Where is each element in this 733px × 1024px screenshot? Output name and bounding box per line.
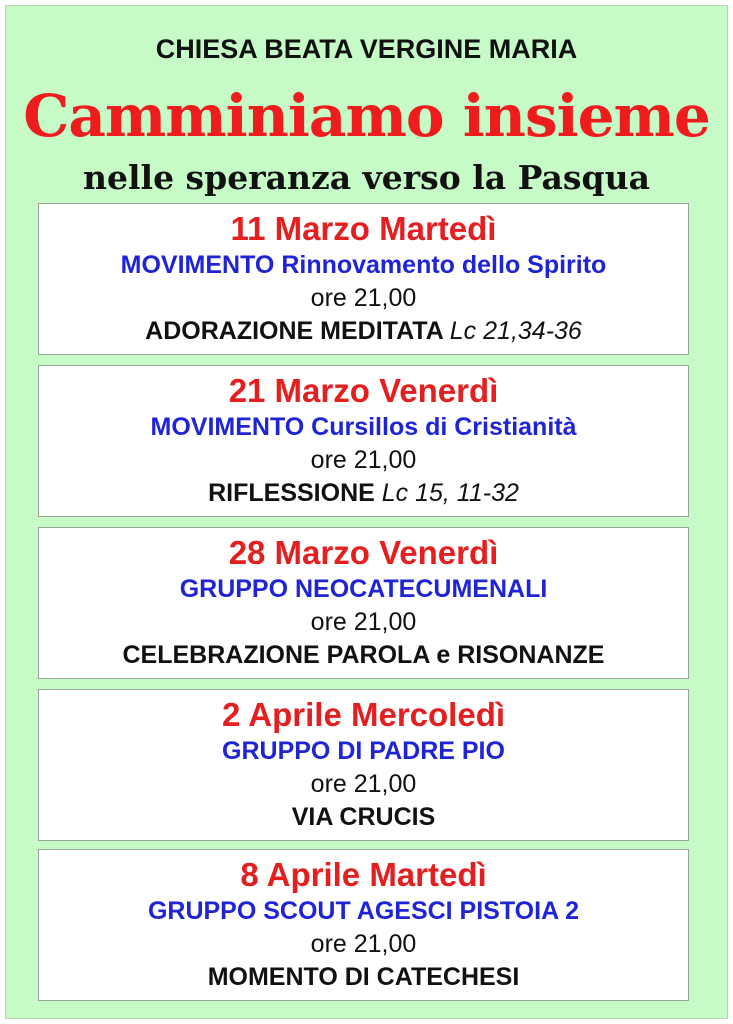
event-card bbox=[38, 849, 689, 1001]
event-time: ore 21,00 bbox=[310, 770, 417, 798]
event-reference: Lc 15, 11-32 bbox=[381, 479, 519, 507]
event-group: GRUPPO NEOCATECUMENALI bbox=[179, 575, 548, 603]
event-activity-line bbox=[39, 801, 688, 834]
event-date: 2 Aprile Mercoledì bbox=[221, 696, 506, 733]
event-group: MOVIMENTO Rinnovamento dello Spirito bbox=[120, 251, 607, 279]
event-reference: Lc 21,34-36 bbox=[449, 317, 582, 345]
event-date: 11 Marzo Martedì bbox=[230, 210, 497, 247]
event-group: GRUPPO DI PADRE PIO bbox=[222, 737, 505, 765]
event-activity-line bbox=[39, 477, 688, 510]
event-activity-line bbox=[39, 639, 688, 672]
event-activity-line bbox=[39, 961, 688, 994]
event-time: ore 21,00 bbox=[310, 284, 417, 312]
event-time: ore 21,00 bbox=[310, 608, 417, 636]
poster bbox=[5, 5, 728, 1019]
event-activity: MOMENTO DI CATECHESI bbox=[207, 963, 520, 991]
event-date: 28 Marzo Venerdì bbox=[228, 534, 499, 571]
church-name: CHIESA BEATA VERGINE MARIA bbox=[155, 34, 578, 64]
event-time: ore 21,00 bbox=[310, 930, 417, 958]
event-activity: CELEBRAZIONE PAROLA e RISONANZE bbox=[122, 641, 605, 669]
event-activity: ADORAZIONE MEDITATA bbox=[145, 317, 443, 345]
poster-subtitle: nelle speranza verso la Pasqua bbox=[83, 158, 650, 197]
event-activity-line bbox=[39, 315, 688, 348]
event-card bbox=[38, 365, 689, 517]
event-group: MOVIMENTO Cursillos di Cristianità bbox=[150, 413, 577, 441]
event-time: ore 21,00 bbox=[310, 446, 417, 474]
event-card bbox=[38, 203, 689, 355]
event-card bbox=[38, 527, 689, 679]
event-activity: RIFLESSIONE bbox=[208, 479, 375, 507]
event-card bbox=[38, 689, 689, 841]
event-group: GRUPPO SCOUT AGESCI PISTOIA 2 bbox=[147, 897, 580, 925]
event-date: 21 Marzo Venerdì bbox=[228, 372, 499, 409]
poster-title: Camminiamo insieme bbox=[23, 82, 710, 150]
event-date: 8 Aprile Martedì bbox=[240, 856, 487, 893]
event-activity: VIA CRUCIS bbox=[291, 803, 436, 831]
